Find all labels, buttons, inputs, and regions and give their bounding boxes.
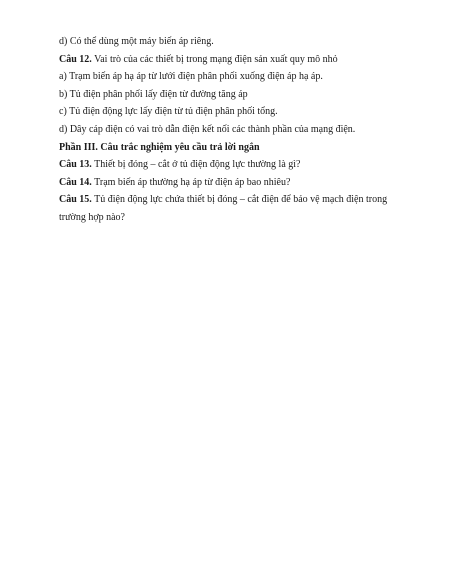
question-14-text: Trạm biến áp thường hạ áp từ điện áp bao nhiêu? [91, 176, 291, 188]
q12-option-b [59, 86, 399, 104]
section-heading-text: Phần III. Câu trắc nghiệm yêu cầu trả lời ngắn [59, 141, 260, 153]
q12-option-d-text: d) Dây cáp điện có vai trò dẫn điện kết nối các thành phần của mạng điện. [59, 123, 356, 135]
option-d-line [59, 33, 399, 51]
question-12-text: Vai trò của các thiết bị trong mạng điện sản xuất quy mô nhỏ [91, 53, 338, 65]
question-13 [59, 156, 399, 174]
q12-option-c-text: c) Tủ điện động lực lấy điện từ tủ điện phân phối tổng. [59, 106, 278, 118]
q12-option-a-text: a) Trạm biến áp hạ áp từ lưới điện phân phối xuống điện áp hạ áp. [59, 71, 323, 83]
question-15 [59, 191, 394, 226]
q12-option-b-text: b) Tủ điện phân phối lấy điện từ đường tăng áp [59, 88, 248, 100]
question-12-label: Câu 12. [59, 53, 92, 65]
question-13-label: Câu 13. [59, 159, 92, 171]
question-14 [59, 174, 399, 192]
q12-option-d [59, 121, 399, 139]
question-13-text: Thiết bị đóng – cắt ở tủ điện động lực thường là gì? [91, 159, 301, 171]
option-d-text: d) Có thể dùng một máy biến áp riêng. [59, 36, 214, 47]
question-15-label: Câu 15. [59, 194, 92, 206]
q12-option-c [59, 103, 399, 121]
question-15-text: Tủ điện động lực chứa thiết bị đóng – cắt điện để bảo vệ mạch điện trong trường hợp nào? [59, 194, 388, 223]
q12-option-a [59, 68, 399, 86]
question-12 [59, 51, 399, 69]
document-body [59, 33, 399, 227]
section-heading [59, 139, 399, 157]
question-14-label: Câu 14. [59, 176, 92, 188]
